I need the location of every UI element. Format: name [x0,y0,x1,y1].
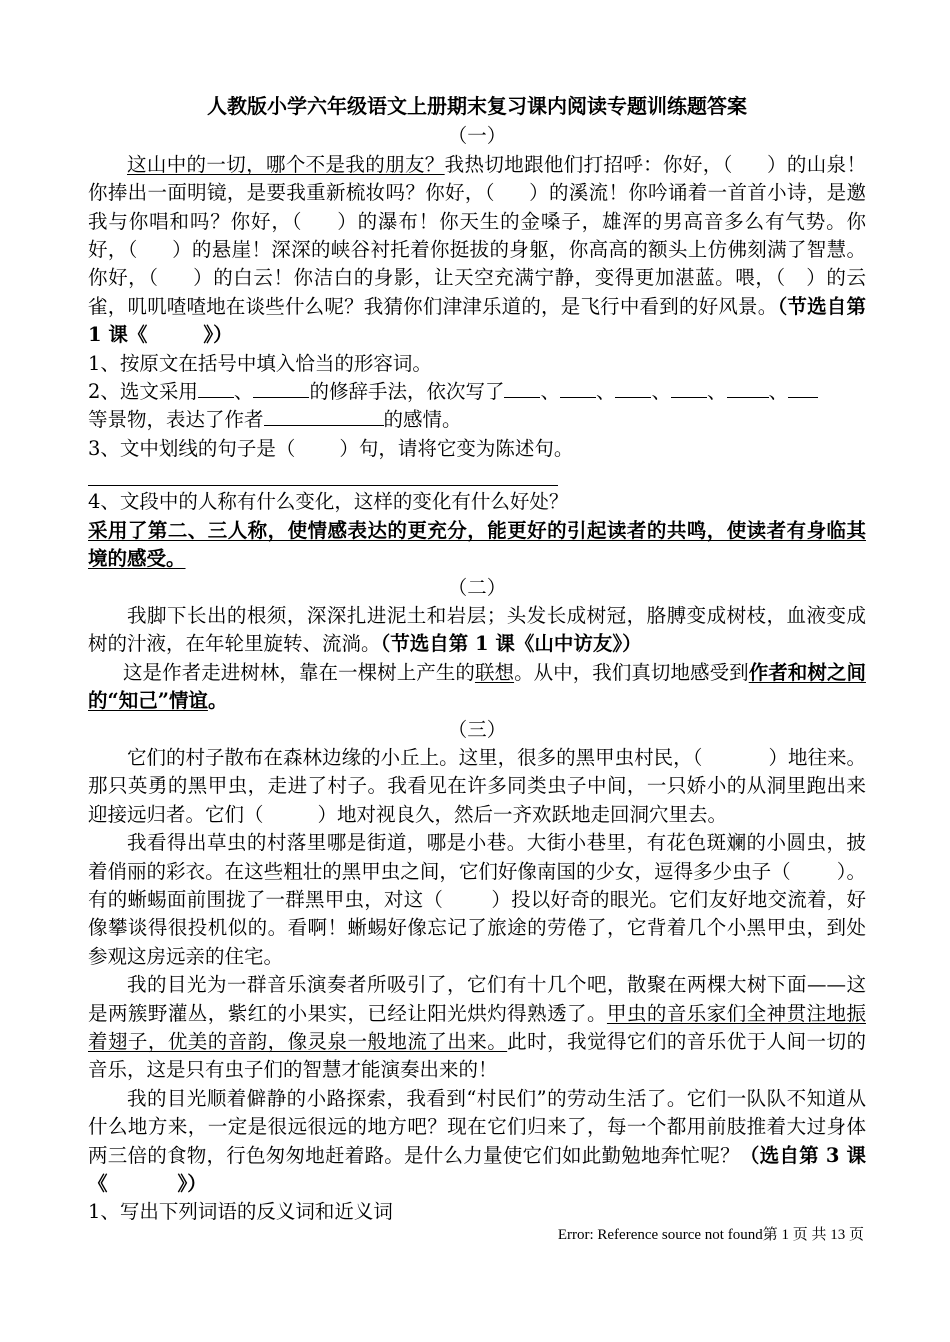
section-2-passage: 我脚下长出的根须，深深扎进泥土和岩层；头发长成树冠，胳膊变成树枝，血液变成树的汁液，在年轮里旋转、流淌。（节选自第 1 课《山中访友》） [88,603,866,656]
section-2-heading: （二） [447,575,507,599]
answer-association: 联想 [474,660,515,684]
fill-blank[interactable] [198,379,234,398]
fill-blank[interactable] [615,379,651,398]
section-3-paragraph-1: 它们的村子散布在森林边缘的小丘上。这里，很多的黑甲虫村民，（ ）地往来。那只英勇的黑甲虫，走进了村子。我看见在许多同类虫子中间，一只娇小的从洞里跑出来迎接远归者。它们（ ）地对视良久，然后一齐欢跃地走回洞穴里去。 [88,745,866,826]
answer-line[interactable] [88,463,558,486]
page-number: 第 1 页 共 13 页 [762,1227,864,1243]
fill-blank[interactable] [264,407,384,426]
question-1-4: 4、文段中的人称有什么变化，这样的变化有什么好处？ [88,490,569,514]
underlined-question-sentence: 这山中的一切，哪个不是我的朋友？ [127,152,445,176]
section-3-heading: （三） [447,717,507,741]
answer-friendship: 作者和树之间的“知己”情谊 [88,660,866,713]
section-1-source: （节选自第 1 课《 》） [88,294,866,347]
section-3-paragraph-4: 我的目光顺着僻静的小路探索，我看到“村民们”的劳动生活了。它们一队队不知道从什么地方来，一定是很远很远的地方吧？现在它们归来了，每一个都用前肢推着大过身体两三倍的食物，行色匆匆地赶着路。是什么力量使它们如此勤勉地奔忙呢？（选自第 3 课《 》） [88,1086,866,1196]
reference-error-text: Error: Reference source not found [557,1227,763,1243]
question-1-1: 1、按原文在括号中填入恰当的形容词。 [88,351,432,375]
fill-blank[interactable] [560,379,596,398]
section-1-heading: （一） [447,124,507,148]
underlined-music-sentence: 甲虫的音乐家们全神贯注地振着翅子，优美的音韵，像灵泉一般地流了出来。 [88,1001,866,1053]
document-body [88,92,866,1227]
section-2-source: （节选自第 1 课《山中访友》） [380,632,642,656]
section-3-source: （选自第 3 课《 》） [88,1143,866,1196]
fill-blank[interactable] [788,379,818,398]
fill-blank[interactable] [253,379,309,398]
page-footer [558,1226,864,1244]
fill-blank[interactable] [671,379,707,398]
section-3-paragraph-3: 我的目光为一群音乐演奏者所吸引了，它们有十几个吧，散聚在两棵大树下面——这是两簇野灌丛，紫红的小果实，已经让阳光烘灼得熟透了。甲虫的音乐家们全神贯注地振着翅子，优美的音韵，像灵泉一般地流了出来。此时，我觉得它们的音乐优于人间一切的音乐，这是只有虫子们的智慧才能演奏出来的！ [88,973,866,1082]
fill-blank[interactable] [504,379,540,398]
section-1-passage: 这山中的一切，哪个不是我的朋友？我热切地跟他们打招呼：你好，（ ）的山泉！你捧出一面明镜，是要我重新梳妆吗？你好，（ ）的溪流！你吟诵着一首首小诗，是邀我与你唱和吗？你好，（ ）的瀑布！你天生的金嗓子，雄浑的男高音多么有气势。你好，（ ）的悬崖！深深的峡谷衬托着你挺拔的身躯，你高高的额头上仿佛刻满了智慧。你好，（ ）的白云！你洁白的身影，让天空充满宁静，变得更加湛蓝。喂，（ ）的云雀，叽叽喳喳地在谈些什么呢？我猜你们津津乐道的，是飞行中看到的好风景。（节选自第 1 课《 》） [88,152,866,347]
section-2-comment: 这是作者走进树林，靠在一棵树上产生的联想。从中，我们真切地感受到作者和树之间的“知己”情谊。 [88,660,866,713]
question-1-3: 3、文中划线的句子是（ ）句，请将它变为陈述句。 [88,436,574,460]
answer-1-4: 采用了第二、三人称，使情感表达的更充分，能更好的引起读者的共鸣，使读者有身临其境的感受。 [88,518,866,571]
question-1-2: 2、选文采用 、 的修辞手法，依次写了 、 、 、 、 、 等景物，表达了作者 的感情。 [88,378,866,435]
document-title: 人教版小学六年级语文上册期末复习课内阅读专题训练题答案 [207,94,747,118]
question-3-1: 1、写出下列词语的反义词和近义词 [88,1200,393,1224]
fill-blank[interactable] [727,379,769,398]
section-3-paragraph-2: 我看得出草虫的村落里哪是街道，哪是小巷。大街小巷里，有花色斑斓的小圆虫，披着俏丽的彩衣。在这些粗壮的黑甲虫之间，它们好像南国的少女，逗得多少虫子（ ）。有的蜥蜴面前围拢了一群黑甲虫，对这（ ）投以好奇的眼光。它们友好地交流着，好像攀谈得很投机似的。看啊！蜥蜴好像忘记了旅途的劳倦了，它背着几个小黑甲虫，到处参观这房远亲的住宅。 [88,831,866,968]
